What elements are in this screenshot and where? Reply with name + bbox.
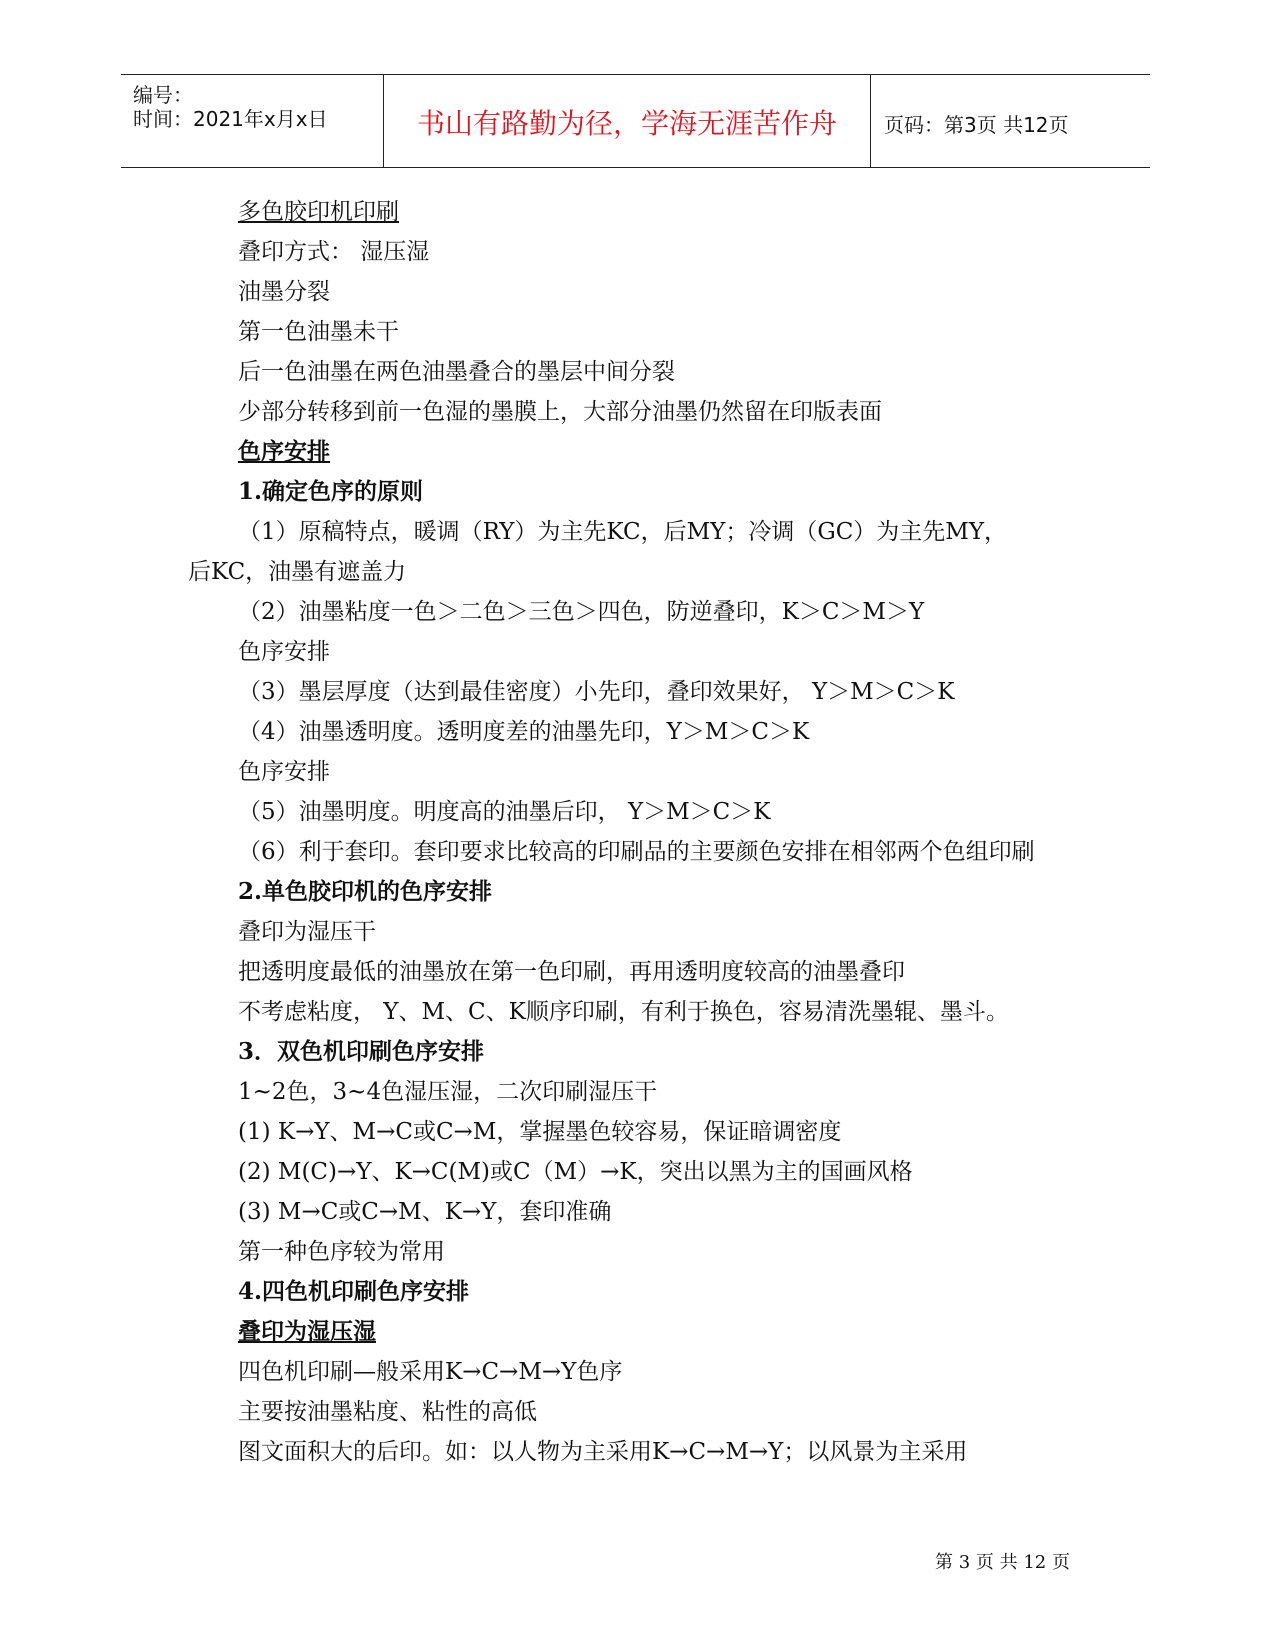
page-footer: 第 3 页 共 12 页 [935, 1552, 1070, 1573]
section-title-multicolor: 多色胶印机印刷 [238, 199, 399, 225]
motto: 书山有路勤为径，学海无涯苦作舟 [416, 107, 837, 140]
text-line: （5）油墨明度。明度高的油墨后印， Y＞M＞C＞K [238, 799, 771, 825]
text-line: 主要按油墨粘度、粘性的高低 [238, 1399, 537, 1425]
text-line: 后一色油墨在两色油墨叠合的墨层中间分裂 [238, 359, 675, 385]
text-line: （2）油墨粘度一色＞二色＞三色＞四色，防逆叠印，K＞C＞M＞Y [238, 599, 925, 625]
text-line: （4）油墨透明度。透明度差的油墨先印，Y＞M＞C＞K [238, 719, 810, 745]
text-line: 少部分转移到前一色湿的墨膜上，大部分油墨仍然留在印版表面 [238, 399, 882, 425]
text-line: 叠印为湿压干 [238, 919, 376, 945]
text-line: （1）原稿特点，暖调（RY）为主先KC，后MY；冷调（GC）为主先MY， [238, 519, 1008, 545]
text-line: (3) M→C或C→M、K→Y，套印准确 [238, 1199, 612, 1225]
text-line: 不考虑粘度， Y、M、C、K顺序印刷，有利于换色，容易清洗墨辊、墨斗。 [238, 999, 1009, 1025]
text-line: （6）利于套印。套印要求比较高的印刷品的主要颜色安排在相邻两个色组印刷 [238, 839, 1035, 865]
text-line: 油墨分裂 [238, 279, 330, 305]
text-line: 色序安排 [238, 639, 330, 665]
text-line: (2) M(C)→Y、K→C(M)或C（M）→K，突出以黑为主的国画风格 [238, 1159, 913, 1185]
text-line: 第一色油墨未干 [238, 319, 399, 345]
text-line: 后KC，油墨有遮盖力 [188, 559, 407, 585]
text-line: 四色机印刷—般采用K→C→M→Y色序 [238, 1359, 623, 1385]
time-label: 时间：2021年x月x日 [133, 107, 328, 131]
text-line: (1) K→Y、M→C或C→M，掌握墨色较容易，保证暗调密度 [238, 1119, 842, 1145]
page-label: 页码：第3页 共12页 [884, 113, 1069, 137]
heading-wet-on-wet: 叠印为湿压湿 [238, 1318, 376, 1345]
heading-principles: 1.确定色序的原则 [238, 478, 424, 505]
header-page-cell [870, 75, 1150, 167]
heading-two-color: 3．双色机印刷色序安排 [238, 1038, 485, 1065]
text-line: 叠印方式： 湿压湿 [238, 239, 430, 265]
text-line: 1~2色，3~4色湿压湿，二次印刷湿压干 [238, 1079, 658, 1105]
text-line: 色序安排 [238, 759, 330, 785]
text-line: 图文面积大的后印。如：以人物为主采用K→C→M→Y；以风景为主采用 [238, 1439, 968, 1465]
heading-single-color: 2.单色胶印机的色序安排 [238, 878, 493, 905]
header-left-cell [121, 75, 383, 167]
text-line: 把透明度最低的油墨放在第一色印刷，再用透明度较高的油墨叠印 [238, 959, 905, 985]
heading-four-color: 4.四色机印刷色序安排 [238, 1278, 470, 1305]
text-line: 第一种色序较为常用 [238, 1239, 445, 1265]
heading-color-sequence: 色序安排 [238, 438, 330, 465]
text-line: （3）墨层厚度（达到最佳密度）小先印，叠印效果好， Y＞M＞C＞K [238, 679, 955, 705]
header-motto-cell [383, 75, 871, 167]
page-header [121, 74, 1150, 168]
serial-label: 编号： [133, 83, 193, 107]
